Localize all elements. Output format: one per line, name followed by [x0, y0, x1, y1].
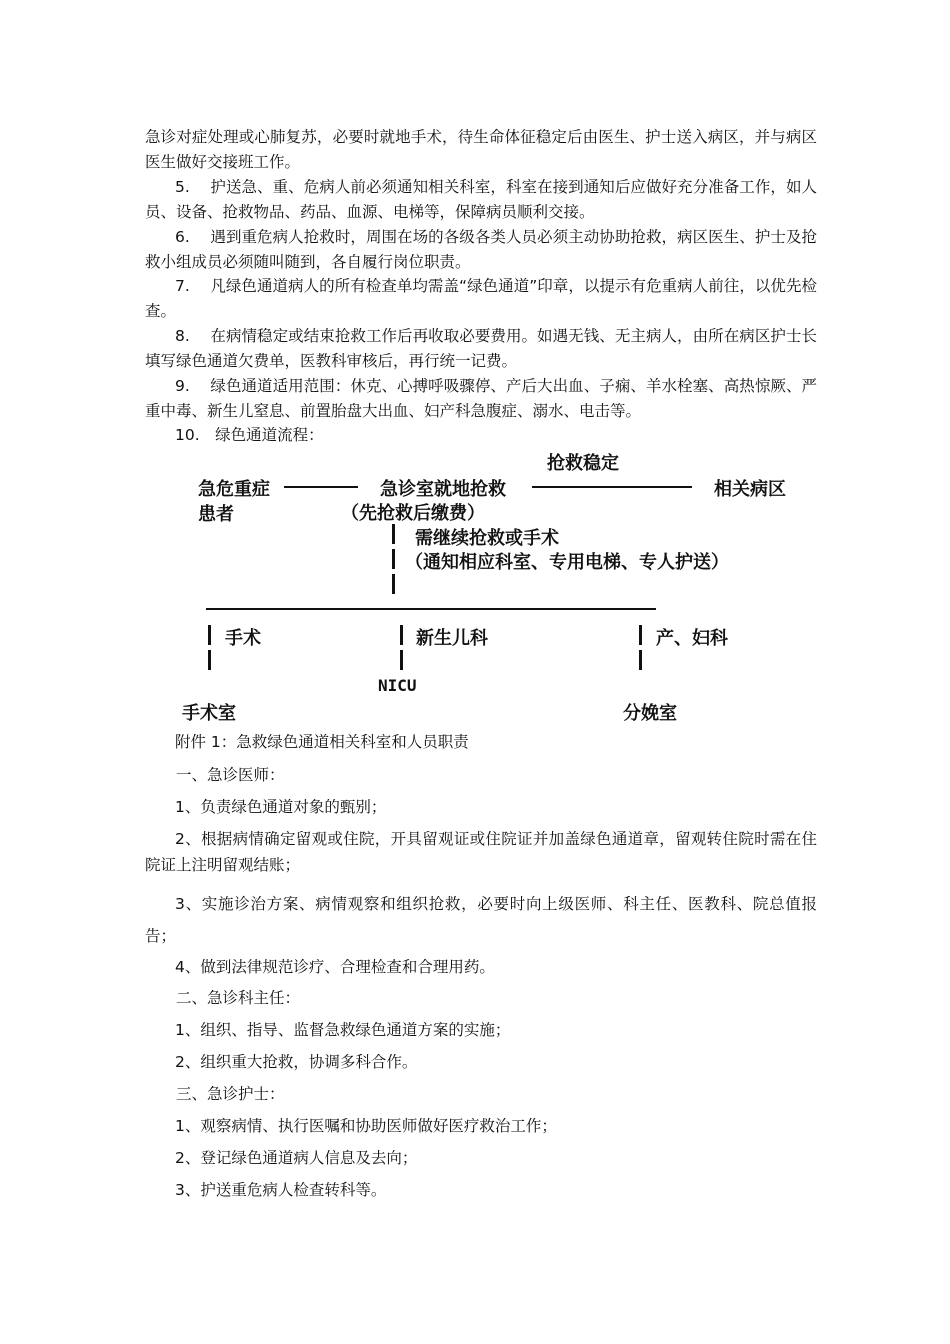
list-item: 2、根据病情确定留观或住院，开具留观证或住院证并加盖绿色通道章，留观转住院时需在住院证上注明留观结账；: [145, 830, 817, 874]
flow-vertical-bar: [400, 650, 403, 670]
flow-patient-line1: 急危重症: [198, 479, 270, 500]
flow-connector-line: [532, 486, 692, 488]
flow-continue-note: （通知相应科室、专用电梯、专人护送）: [405, 552, 729, 573]
flow-continue-label: 需继续抢救或手术: [415, 528, 559, 549]
flow-vertical-bar: [400, 625, 403, 645]
flow-delivery-room: 分娩室: [623, 703, 677, 724]
paragraph-6: 6. 遇到重危病人抢救时，周围在场的各级各类人员必须主动协助抢救，病区医生、护士及抢救小组成员必须随叫随到，各自履行岗位职责。: [145, 228, 817, 271]
paragraph-continued: 急诊对症处理或心肺复苏，必要时就地手术，待生命体征稳定后由医生、护士送入病区，并与病区医生做好交接班工作。: [145, 128, 817, 171]
flow-vertical-bar: [639, 625, 642, 645]
list-item: 3、实施诊治方案、病情观察和组织抢救，必要时向上级医师、科主任、医教科、院总值报告；: [145, 895, 817, 945]
section-er-doctor-title: 一、急诊医师：: [176, 766, 285, 784]
flow-nicu: NICU: [378, 676, 417, 695]
flow-branch-line: [206, 608, 656, 610]
section-er-director-title: 二、急诊科主任：: [176, 989, 301, 1007]
list-item: 2、登记绿色通道病人信息及去向；: [175, 1149, 418, 1167]
flow-patient-line2: 患者: [198, 504, 234, 525]
list-item: 1、负责绿色通道对象的甄别；: [175, 798, 387, 816]
flow-er-rescue: 急诊室就地抢救: [380, 479, 506, 500]
flow-ward: 相关病区: [714, 479, 786, 500]
flow-er-rescue-note: （先抢救后缴费）: [341, 503, 485, 524]
paragraph-7: 7. 凡绿色通道病人的所有检查单均需盖“绿色通道”印章，以提示有危重病人前往，以优先检查。: [145, 277, 817, 320]
flow-vertical-bar: [392, 524, 395, 544]
flow-obgyn: 产、妇科: [656, 628, 728, 649]
flow-or-room: 手术室: [182, 703, 236, 724]
flow-stable-label: 抢救稳定: [547, 453, 619, 474]
list-item: 1、观察病情、执行医嘱和协助医师做好医疗救治工作；: [175, 1117, 557, 1135]
list-item: 3、护送重危病人检查转科等。: [175, 1181, 387, 1199]
flow-neonatal: 新生儿科: [416, 628, 488, 649]
flow-vertical-bar: [392, 574, 395, 594]
paragraph-10: 10. 绿色通道流程：: [175, 426, 324, 444]
flow-surgery: 手术: [225, 628, 261, 649]
flow-vertical-bar: [639, 650, 642, 670]
attachment-title: 附件 1：急救绿色通道相关科室和人员职责: [175, 733, 469, 751]
list-item: 2、组织重大抢救，协调多科合作。: [175, 1053, 418, 1071]
flow-vertical-bar: [392, 549, 395, 569]
paragraph-5: 5. 护送急、重、危病人前必须通知相关科室，科室在接到通知后应做好充分准备工作，如人员、设备、抢救物品、药品、血源、电梯等，保障病员顺利交接。: [145, 178, 817, 221]
flow-vertical-bar: [208, 650, 211, 670]
paragraph-9: 9. 绿色通道适用范围：休克、心搏呼吸骤停、产后大出血、子痫、羊水栓塞、高热惊厥、严重中毒、新生儿窒息、前置胎盘大出血、妇产科急腹症、溺水、电击等。: [145, 377, 817, 420]
section-er-nurse-title: 三、急诊护士：: [176, 1085, 285, 1103]
list-item: 4、做到法律规范诊疗、合理检查和合理用药。: [175, 958, 495, 976]
paragraph-8: 8. 在病情稳定或结束抢救工作后再收取必要费用。如遇无钱、无主病人，由所在病区护士长填写绿色通道欠费单，医教科审核后，再行统一记费。: [145, 327, 817, 370]
flow-connector-line: [284, 486, 358, 488]
list-item: 1、组织、指导、监督急救绿色通道方案的实施；: [175, 1021, 511, 1039]
flow-vertical-bar: [208, 625, 211, 645]
